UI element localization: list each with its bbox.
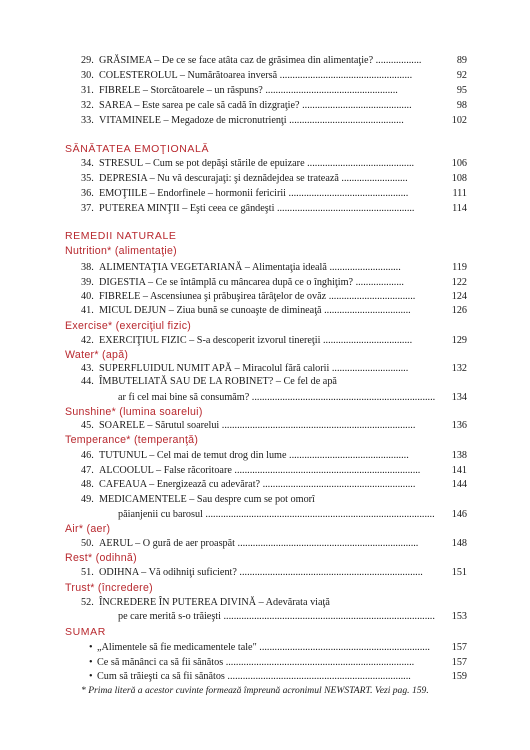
toc-entry-34 — [0, 157, 530, 171]
summary-item-1 — [0, 641, 530, 655]
toc-entry-39 — [0, 276, 530, 290]
entry-title: EXERCIŢIUL FIZIC – S-a descoperit izvorul tinereţii ................................... — [99, 335, 413, 346]
entry-page: 141 — [451, 465, 467, 476]
entry-title: VITAMINELE – Megadoze de micronutrienţi ............................................. — [99, 115, 404, 126]
toc-entry-52-cont — [0, 610, 530, 624]
entry-title: COLESTEROLUL – Numărătoarea inversă .................................................... — [99, 70, 413, 81]
toc-entry-32 — [0, 99, 530, 113]
entry-title: ODIHNA – Vă odihniţi suficient? ........................................................................ — [99, 567, 423, 578]
subheading-exercise: Exercise* (exerciţiul fizic) — [65, 320, 192, 332]
toc-entry-35 — [0, 172, 530, 186]
section-heading-sanatatea: SĂNĂTATEA EMOŢIONALĂ — [65, 143, 210, 155]
summary-item-2 — [0, 656, 530, 670]
entry-title: SAREA – Este sarea pe cale să cadă în dizgraţie? ........................................... — [99, 100, 412, 111]
subheading-sunshine: Sunshine* (lumina soarelui) — [65, 406, 203, 418]
entry-number: 42. — [81, 335, 94, 346]
entry-number: 47. — [81, 465, 94, 476]
subheading-water: Water* (apă) — [65, 349, 129, 361]
toc-entry-45 — [0, 419, 530, 433]
entry-title: ÎMBUTELIATĂ SAU DE LA ROBINET? – Ce fel de apă — [99, 376, 337, 387]
entry-number: 40. — [81, 291, 94, 302]
entry-page: 98 — [456, 100, 467, 111]
entry-page: 95 — [456, 85, 467, 96]
entry-title: CAFEAUA – Energizează cu adevărat? ............................................................ — [99, 479, 416, 490]
entry-page: 132 — [451, 363, 467, 374]
bullet: • — [89, 671, 93, 682]
entry-page: 138 — [451, 450, 467, 461]
entry-page: 119 — [452, 262, 467, 273]
toc-entry-49 — [0, 493, 530, 507]
section-heading-sumar: SUMAR — [65, 626, 106, 638]
entry-title: ÎNCREDERE ÎN PUTEREA DIVINĂ – Adevărata viaţă — [99, 597, 330, 608]
toc-entry-40 — [0, 290, 530, 304]
entry-page: 122 — [451, 277, 467, 288]
entry-page: 106 — [451, 158, 467, 169]
entry-title: SOARELE – Sărutul soarelui ............................................................................ — [99, 420, 416, 431]
toc-entry-41 — [0, 304, 530, 318]
entry-page: 157 — [451, 642, 467, 653]
entry-title: ALIMENTAŢIA VEGETARIANĂ – Alimentaţia ideală ............................ — [99, 262, 401, 273]
entry-number: 43. — [81, 363, 94, 374]
entry-title: PUTEREA MINŢII – Eşti ceea ce gândeşti ...................................................... — [99, 203, 415, 214]
subheading-air: Air* (aer) — [65, 523, 111, 535]
entry-number: 34. — [81, 158, 94, 169]
toc-entry-36 — [0, 187, 530, 201]
entry-title: MEDICAMENTELE – Sau despre cum se pot omorî — [99, 494, 315, 505]
entry-page: 111 — [452, 188, 467, 199]
toc-entry-52 — [0, 596, 530, 610]
entry-title: AERUL – O gură de aer proaspăt ....................................................................... — [99, 538, 419, 549]
toc-entry-37 — [0, 202, 530, 216]
toc-entry-29 — [0, 54, 530, 68]
summary-item-3 — [0, 670, 530, 684]
summary-title: „Alimentele să fie medicamentele tale" ................................................................... — [97, 642, 430, 653]
entry-title-continuation: pe care merită s-o trăieşti ................................................................................... — [118, 611, 435, 622]
entry-title: GRĂSIMEA – De ce se face atâta caz de grăsimea din alimentaţie? .................. — [99, 55, 422, 66]
entry-number: 29. — [81, 55, 94, 66]
entry-number: 46. — [81, 450, 94, 461]
toc-entry-51 — [0, 566, 530, 580]
entry-number: 52. — [81, 597, 94, 608]
entry-page: 136 — [451, 420, 467, 431]
toc-entry-42 — [0, 334, 530, 348]
entry-number: 44. — [81, 376, 94, 387]
entry-page: 157 — [451, 657, 467, 668]
entry-page: 129 — [451, 335, 467, 346]
entry-title: DIGESTIA – Ce se întâmplă cu mâncarea după ce o înghiţim? ................... — [99, 277, 404, 288]
toc-entry-50 — [0, 537, 530, 551]
subheading-temperance: Temperance* (temperanţă) — [65, 434, 199, 446]
subheading-trust: Trust* (încredere) — [65, 582, 154, 594]
entry-number: 33. — [81, 115, 94, 126]
entry-number: 37. — [81, 203, 94, 214]
entry-number: 50. — [81, 538, 94, 549]
entry-page: 148 — [451, 538, 467, 549]
entry-number: 35. — [81, 173, 94, 184]
entry-page: 114 — [452, 203, 467, 214]
toc-entry-47 — [0, 464, 530, 478]
entry-number: 49. — [81, 494, 94, 505]
entry-page: 146 — [451, 509, 467, 520]
entry-title: ALCOOLUL – False răcoritoare ......................................................................... — [99, 465, 421, 476]
toc-entry-38 — [0, 261, 530, 275]
entry-title: STRESUL – Cum se pot depăşi stările de epuizare .......................................... — [99, 158, 415, 169]
entry-number: 30. — [81, 70, 94, 81]
summary-title: Cum să trăieşti ca să fii sănătos ........................................................................ — [97, 671, 411, 682]
entry-number: 32. — [81, 100, 94, 111]
entry-number: 45. — [81, 420, 94, 431]
toc-entry-43 — [0, 362, 530, 376]
entry-number: 38. — [81, 262, 94, 273]
section-heading-remedii: REMEDII NATURALE — [65, 230, 177, 242]
entry-title: DEPRESIA – Nu vă descurajaţi: şi deznădejdea se tratează .......................... — [99, 173, 408, 184]
entry-page: 126 — [451, 305, 467, 316]
subheading-rest: Rest* (odihnă) — [65, 552, 137, 564]
toc-entry-30 — [0, 69, 530, 83]
toc-entry-31 — [0, 84, 530, 98]
entry-page: 134 — [451, 392, 467, 403]
entry-title: MICUL DEJUN – Ziua bună se cunoaşte de dimineaţă .................................. — [99, 305, 411, 316]
entry-title: FIBRELE – Ascensiunea şi prăbuşirea tărâţelor de ovăz .................................. — [99, 291, 416, 302]
entry-number: 51. — [81, 567, 94, 578]
toc-entry-44-cont — [0, 391, 530, 405]
entry-page: 92 — [456, 70, 467, 81]
entry-title: TUTUNUL – Cel mai de temut drog din lume ............................................... — [99, 450, 409, 461]
entry-number: 31. — [81, 85, 94, 96]
entry-page: 89 — [456, 55, 467, 66]
toc-entry-33 — [0, 114, 530, 128]
entry-page: 153 — [451, 611, 467, 622]
entry-number: 39. — [81, 277, 94, 288]
entry-page: 151 — [451, 567, 467, 578]
toc-entry-46 — [0, 449, 530, 463]
entry-number: 36. — [81, 188, 94, 199]
entry-page: 108 — [451, 173, 467, 184]
toc-entry-44 — [0, 375, 530, 389]
entry-title: EMOŢIILE – Endorfinele – hormonii fericirii ............................................... — [99, 188, 409, 199]
entry-title: SUPERFLUIDUL NUMIT APĂ – Miracolul fără calorii .............................. — [99, 363, 409, 374]
entry-page: 159 — [451, 671, 467, 682]
entry-page: 144 — [451, 479, 467, 490]
entry-number: 41. — [81, 305, 94, 316]
entry-number: 48. — [81, 479, 94, 490]
summary-title: Ce să mănânci ca să fii sănătos .......................................................................... — [97, 657, 415, 668]
entry-title-continuation: păianjenii cu barosul .......................................................................................... — [118, 509, 435, 520]
bullet: • — [89, 642, 93, 653]
entry-page: 102 — [451, 115, 467, 126]
footnote: * Prima literă a acestor cuvinte formează împreună acronimul NEWSTART. Vezi pag. 159. — [81, 685, 429, 696]
entry-title-continuation: ar fi cel mai bine să consumăm? ........................................................................ — [118, 392, 436, 403]
bullet: • — [89, 657, 93, 668]
subheading-nutrition: Nutrition* (alimentaţie) — [65, 245, 177, 257]
entry-page: 124 — [451, 291, 467, 302]
toc-entry-49-cont — [0, 508, 530, 522]
entry-title: FIBRELE – Storcătoarele – un răspuns? .................................................... — [99, 85, 398, 96]
toc-entry-48 — [0, 478, 530, 492]
